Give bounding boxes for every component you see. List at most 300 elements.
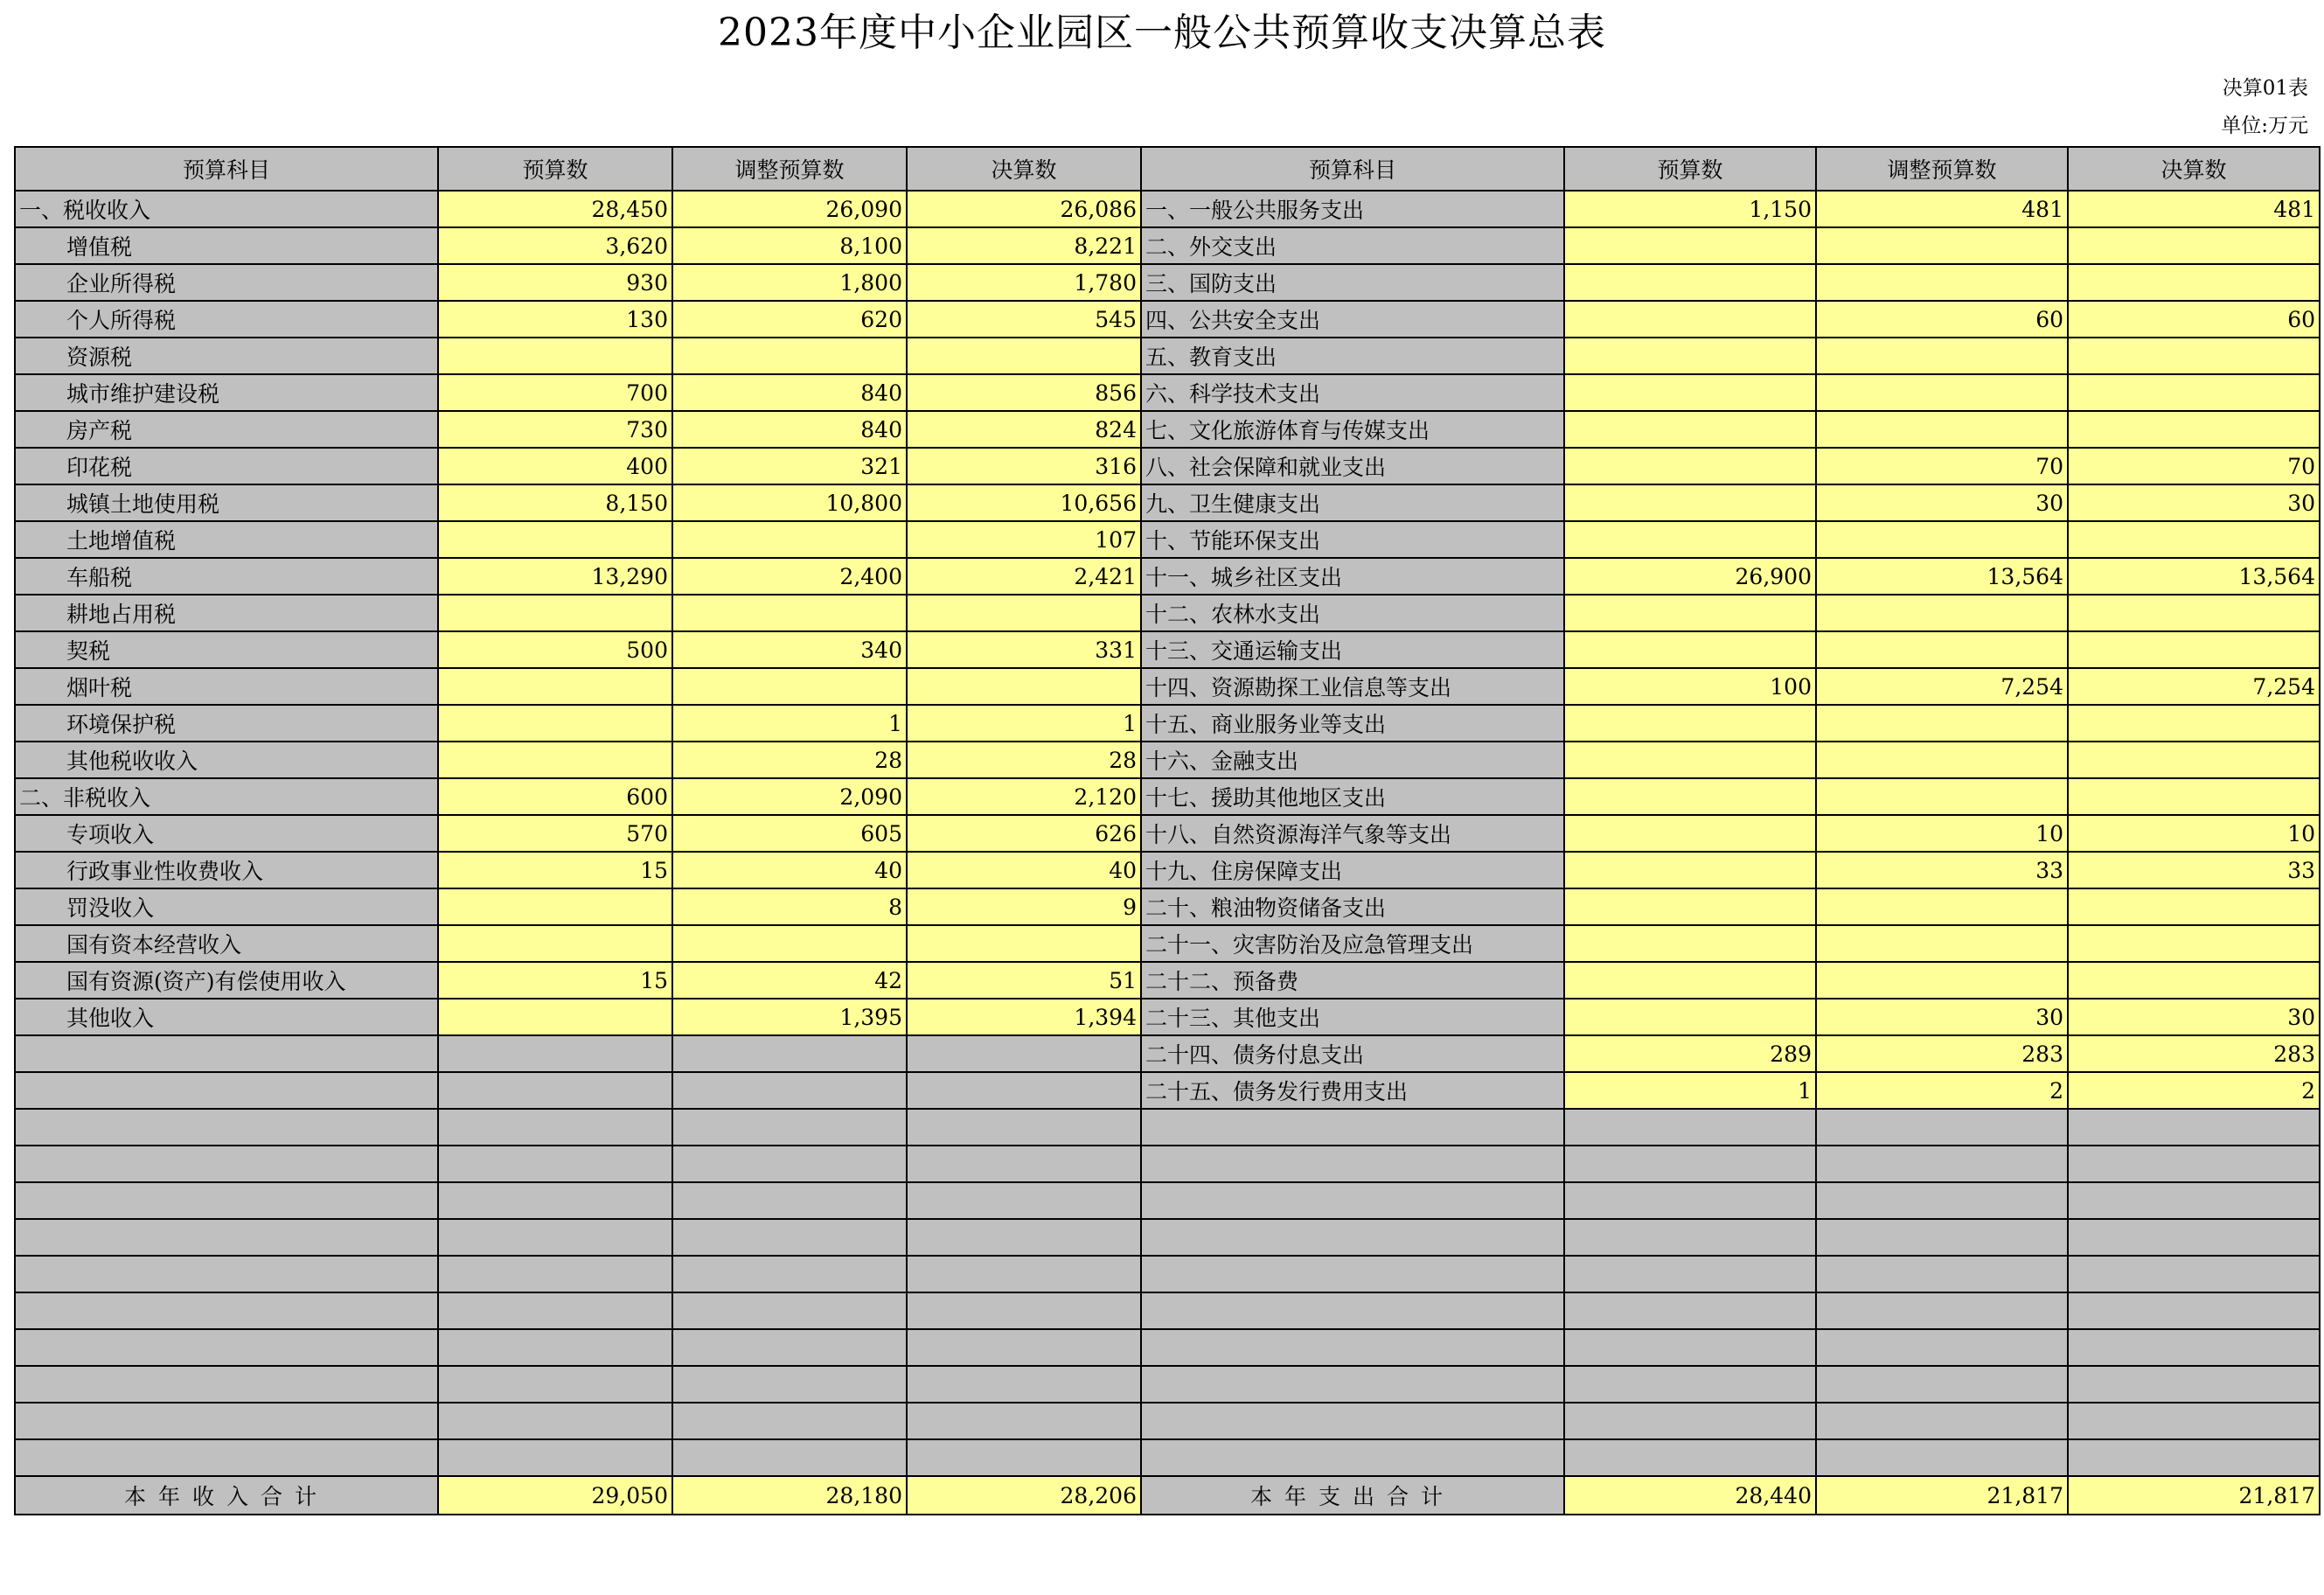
income-budget-value: 700 <box>438 374 672 411</box>
expense-final-value: 30 <box>2068 999 2320 1035</box>
expense-final-value: 30 <box>2068 484 2320 521</box>
table-row <box>15 888 2320 925</box>
empty-cell <box>1141 1182 1564 1219</box>
empty-cell <box>15 1219 438 1256</box>
expense-total-label: 本年支出合计 <box>1141 1476 1564 1515</box>
table-row <box>15 1072 2320 1109</box>
empty-cell <box>907 1146 1141 1182</box>
income-budget-value: 570 <box>438 815 672 852</box>
budget-table <box>14 146 2321 1515</box>
empty-cell <box>1141 1146 1564 1182</box>
income-final-value: 2,421 <box>907 558 1141 595</box>
expense-budget-value <box>1564 227 1816 264</box>
empty-cell <box>1564 1403 1816 1439</box>
income-adjusted-value: 605 <box>672 815 907 852</box>
empty-cell <box>907 1182 1141 1219</box>
expense-budget-value <box>1564 852 1816 888</box>
empty-row <box>15 1329 2320 1366</box>
empty-cell <box>438 1109 672 1146</box>
empty-cell <box>1564 1329 1816 1366</box>
income-final-value: 1,780 <box>907 264 1141 301</box>
expense-budget-value <box>1564 999 1816 1035</box>
income-budget-value: 15 <box>438 852 672 888</box>
table-row <box>15 227 2320 264</box>
expense-budget-value: 289 <box>1564 1035 1816 1072</box>
empty-cell <box>2068 1439 2320 1476</box>
empty-cell <box>2068 1146 2320 1182</box>
income-item-name: 国有资源(资产)有偿使用收入 <box>15 962 438 999</box>
empty-cell <box>672 1146 907 1182</box>
expense-final-value <box>2068 925 2320 962</box>
table-row <box>15 484 2320 521</box>
expense-final-value: 2 <box>2068 1072 2320 1109</box>
empty-cell <box>2068 1366 2320 1403</box>
expense-budget-value: 26,900 <box>1564 558 1816 595</box>
income-budget-value: 8,150 <box>438 484 672 521</box>
expense-final-value: 283 <box>2068 1035 2320 1072</box>
income-item-name: 罚没收入 <box>15 888 438 925</box>
income-budget-empty <box>438 1035 672 1072</box>
empty-cell <box>907 1109 1141 1146</box>
expense-adjusted-value <box>1816 631 2068 668</box>
expense-item-name: 十三、交通运输支出 <box>1141 631 1564 668</box>
expense-adjusted-value: 10 <box>1816 815 2068 852</box>
empty-cell <box>2068 1403 2320 1439</box>
empty-row <box>15 1146 2320 1182</box>
expense-item-name: 六、科学技术支出 <box>1141 374 1564 411</box>
empty-cell <box>672 1403 907 1439</box>
income-item-name: 城市维护建设税 <box>15 374 438 411</box>
expense-item-name: 十二、农林水支出 <box>1141 595 1564 631</box>
expense-budget-value <box>1564 595 1816 631</box>
expense-budget-value <box>1564 448 1816 484</box>
expense-adjusted-value: 30 <box>1816 484 2068 521</box>
expense-budget-value <box>1564 338 1816 374</box>
income-item-name: 国有资本经营收入 <box>15 925 438 962</box>
table-row <box>15 1035 2320 1072</box>
expense-budget-value <box>1564 705 1816 742</box>
empty-cell <box>1564 1366 1816 1403</box>
table-row <box>15 595 2320 631</box>
empty-row <box>15 1366 2320 1403</box>
income-adjusted-value: 1,395 <box>672 999 907 1035</box>
income-adjusted-value: 1,800 <box>672 264 907 301</box>
expense-final-value <box>2068 374 2320 411</box>
table-row <box>15 962 2320 999</box>
expense-total-final: 21,817 <box>2068 1476 2320 1515</box>
income-adjusted-value: 40 <box>672 852 907 888</box>
expense-item-name: 十一、城乡社区支出 <box>1141 558 1564 595</box>
table-row <box>15 338 2320 374</box>
empty-cell <box>1564 1439 1816 1476</box>
income-item-name: 耕地占用税 <box>15 595 438 631</box>
table-row <box>15 925 2320 962</box>
header-expense-adjusted: 调整预算数 <box>1816 147 2068 191</box>
expense-final-value <box>2068 264 2320 301</box>
income-item-name: 企业所得税 <box>15 264 438 301</box>
expense-adjusted-value <box>1816 338 2068 374</box>
income-adjusted-value: 840 <box>672 374 907 411</box>
income-final-empty <box>907 1072 1141 1109</box>
expense-final-value: 7,254 <box>2068 668 2320 705</box>
empty-cell <box>1816 1439 2068 1476</box>
income-total-final: 28,206 <box>907 1476 1141 1515</box>
expense-item-name: 二十五、债务发行费用支出 <box>1141 1072 1564 1109</box>
expense-item-name: 十四、资源勘探工业信息等支出 <box>1141 668 1564 705</box>
expense-final-value: 60 <box>2068 301 2320 338</box>
page-title: 2023年度中小企业园区一般公共预算收支决算总表 <box>718 10 1606 55</box>
expense-final-value: 70 <box>2068 448 2320 484</box>
income-budget-value: 730 <box>438 411 672 448</box>
empty-cell <box>1564 1256 1816 1292</box>
empty-cell <box>1141 1366 1564 1403</box>
income-adjusted-value <box>672 595 907 631</box>
income-adjusted-value: 2,400 <box>672 558 907 595</box>
expense-budget-value <box>1564 815 1816 852</box>
income-adjusted-value: 10,800 <box>672 484 907 521</box>
expense-item-name: 十七、援助其他地区支出 <box>1141 778 1564 815</box>
income-adjusted-value: 8,100 <box>672 227 907 264</box>
expense-final-value: 481 <box>2068 191 2320 227</box>
expense-adjusted-value <box>1816 411 2068 448</box>
empty-cell <box>672 1219 907 1256</box>
expense-item-name: 十、节能环保支出 <box>1141 521 1564 558</box>
expense-adjusted-value <box>1816 374 2068 411</box>
income-budget-value <box>438 925 672 962</box>
income-final-value <box>907 925 1141 962</box>
expense-adjusted-value <box>1816 778 2068 815</box>
expense-adjusted-value <box>1816 521 2068 558</box>
expense-item-name: 四、公共安全支出 <box>1141 301 1564 338</box>
income-item-name: 资源税 <box>15 338 438 374</box>
expense-budget-value <box>1564 742 1816 778</box>
empty-cell <box>15 1366 438 1403</box>
income-adjusted-value <box>672 521 907 558</box>
income-adjusted-empty <box>672 1035 907 1072</box>
empty-cell <box>438 1366 672 1403</box>
empty-cell <box>907 1256 1141 1292</box>
empty-cell <box>1816 1109 2068 1146</box>
expense-item-name: 五、教育支出 <box>1141 338 1564 374</box>
total-row <box>15 1476 2320 1515</box>
expense-adjusted-value: 2 <box>1816 1072 2068 1109</box>
empty-cell <box>907 1366 1141 1403</box>
empty-cell <box>672 1182 907 1219</box>
empty-cell <box>1816 1146 2068 1182</box>
empty-cell <box>907 1439 1141 1476</box>
expense-total-budget: 28,440 <box>1564 1476 1816 1515</box>
expense-item-name: 三、国防支出 <box>1141 264 1564 301</box>
expense-adjusted-value <box>1816 925 2068 962</box>
income-adjusted-value <box>672 925 907 962</box>
header-row <box>15 147 2320 191</box>
expense-adjusted-value: 481 <box>1816 191 2068 227</box>
expense-final-value <box>2068 595 2320 631</box>
expense-budget-value <box>1564 962 1816 999</box>
expense-final-value <box>2068 227 2320 264</box>
income-item-name: 烟叶税 <box>15 668 438 705</box>
expense-budget-value <box>1564 264 1816 301</box>
expense-item-name: 十九、住房保障支出 <box>1141 852 1564 888</box>
income-final-value: 9 <box>907 888 1141 925</box>
expense-adjusted-value: 30 <box>1816 999 2068 1035</box>
income-final-value <box>907 668 1141 705</box>
income-final-value: 28 <box>907 742 1141 778</box>
expense-adjusted-value: 33 <box>1816 852 2068 888</box>
empty-cell <box>672 1109 907 1146</box>
empty-cell <box>672 1292 907 1329</box>
expense-item-name: 十五、商业服务业等支出 <box>1141 705 1564 742</box>
table-row <box>15 301 2320 338</box>
expense-item-name: 一、一般公共服务支出 <box>1141 191 1564 227</box>
income-final-value: 545 <box>907 301 1141 338</box>
empty-cell <box>907 1403 1141 1439</box>
income-budget-value: 130 <box>438 301 672 338</box>
expense-adjusted-value <box>1816 962 2068 999</box>
empty-cell <box>1141 1439 1564 1476</box>
expense-adjusted-value <box>1816 742 2068 778</box>
income-final-value: 51 <box>907 962 1141 999</box>
table-code: 决算01表 <box>2222 77 2308 100</box>
income-final-value: 40 <box>907 852 1141 888</box>
income-item-name: 土地增值税 <box>15 521 438 558</box>
income-final-empty <box>907 1035 1141 1072</box>
income-budget-value <box>438 888 672 925</box>
income-final-value <box>907 338 1141 374</box>
income-final-value <box>907 595 1141 631</box>
expense-final-value <box>2068 521 2320 558</box>
table-row <box>15 742 2320 778</box>
expense-adjusted-value <box>1816 227 2068 264</box>
expense-budget-value <box>1564 521 1816 558</box>
income-item-name: 房产税 <box>15 411 438 448</box>
expense-budget-value <box>1564 925 1816 962</box>
income-final-value: 26,086 <box>907 191 1141 227</box>
empty-cell <box>2068 1182 2320 1219</box>
income-final-value: 316 <box>907 448 1141 484</box>
income-item-name: 其他收入 <box>15 999 438 1035</box>
income-budget-value: 930 <box>438 264 672 301</box>
income-adjusted-value: 28 <box>672 742 907 778</box>
income-item-empty <box>15 1072 438 1109</box>
expense-budget-value <box>1564 374 1816 411</box>
income-item-name: 专项收入 <box>15 815 438 852</box>
empty-cell <box>15 1182 438 1219</box>
header-expense-budget: 预算数 <box>1564 147 1816 191</box>
empty-cell <box>907 1292 1141 1329</box>
income-final-value: 8,221 <box>907 227 1141 264</box>
table-row <box>15 374 2320 411</box>
income-budget-value <box>438 999 672 1035</box>
empty-row <box>15 1182 2320 1219</box>
expense-item-name: 二十一、灾害防治及应急管理支出 <box>1141 925 1564 962</box>
empty-cell <box>15 1403 438 1439</box>
empty-cell <box>1564 1219 1816 1256</box>
table-body <box>15 191 2320 1476</box>
income-budget-value <box>438 338 672 374</box>
income-final-value: 856 <box>907 374 1141 411</box>
income-final-value: 10,656 <box>907 484 1141 521</box>
empty-cell <box>15 1439 438 1476</box>
expense-item-name: 十八、自然资源海洋气象等支出 <box>1141 815 1564 852</box>
empty-cell <box>1564 1182 1816 1219</box>
income-item-name: 其他税收收入 <box>15 742 438 778</box>
expense-final-value <box>2068 411 2320 448</box>
income-item-name: 增值税 <box>15 227 438 264</box>
income-budget-value <box>438 668 672 705</box>
income-budget-value: 15 <box>438 962 672 999</box>
income-item-name: 个人所得税 <box>15 301 438 338</box>
table-row <box>15 999 2320 1035</box>
expense-adjusted-value <box>1816 888 2068 925</box>
empty-cell <box>672 1256 907 1292</box>
empty-cell <box>438 1219 672 1256</box>
header-income-final: 决算数 <box>907 147 1141 191</box>
income-adjusted-value: 620 <box>672 301 907 338</box>
table-row <box>15 264 2320 301</box>
empty-cell <box>2068 1219 2320 1256</box>
empty-cell <box>1141 1219 1564 1256</box>
empty-cell <box>438 1329 672 1366</box>
income-item-name: 二、非税收入 <box>15 778 438 815</box>
empty-cell <box>1816 1403 2068 1439</box>
empty-cell <box>1141 1292 1564 1329</box>
expense-item-name: 二十四、债务付息支出 <box>1141 1035 1564 1072</box>
income-total-budget: 29,050 <box>438 1476 672 1515</box>
income-adjusted-value <box>672 338 907 374</box>
income-budget-value <box>438 705 672 742</box>
expense-adjusted-value: 13,564 <box>1816 558 2068 595</box>
expense-final-value <box>2068 742 2320 778</box>
empty-cell <box>1564 1146 1816 1182</box>
header-income-item: 预算科目 <box>15 147 438 191</box>
table-row <box>15 668 2320 705</box>
empty-cell <box>15 1329 438 1366</box>
income-adjusted-value: 340 <box>672 631 907 668</box>
table-row <box>15 778 2320 815</box>
empty-cell <box>2068 1292 2320 1329</box>
table-row <box>15 815 2320 852</box>
income-budget-value <box>438 521 672 558</box>
income-item-name: 城镇土地使用税 <box>15 484 438 521</box>
expense-adjusted-value <box>1816 705 2068 742</box>
table-row <box>15 558 2320 595</box>
empty-cell <box>15 1292 438 1329</box>
empty-row <box>15 1256 2320 1292</box>
empty-cell <box>1816 1219 2068 1256</box>
expense-adjusted-value: 283 <box>1816 1035 2068 1072</box>
expense-adjusted-value <box>1816 595 2068 631</box>
empty-cell <box>438 1182 672 1219</box>
expense-final-value <box>2068 888 2320 925</box>
empty-cell <box>907 1219 1141 1256</box>
empty-cell <box>438 1439 672 1476</box>
table-row <box>15 631 2320 668</box>
empty-row <box>15 1403 2320 1439</box>
table-row <box>15 521 2320 558</box>
expense-final-value: 33 <box>2068 852 2320 888</box>
expense-final-value: 13,564 <box>2068 558 2320 595</box>
income-final-value: 824 <box>907 411 1141 448</box>
empty-cell <box>672 1366 907 1403</box>
income-final-value: 1,394 <box>907 999 1141 1035</box>
empty-cell <box>672 1439 907 1476</box>
empty-cell <box>1141 1109 1564 1146</box>
income-total-label: 本年收入合计 <box>15 1476 438 1515</box>
empty-cell <box>1816 1292 2068 1329</box>
expense-final-value <box>2068 962 2320 999</box>
income-budget-value: 400 <box>438 448 672 484</box>
expense-item-name: 八、社会保障和就业支出 <box>1141 448 1564 484</box>
expense-budget-value: 1 <box>1564 1072 1816 1109</box>
empty-cell <box>1816 1182 2068 1219</box>
header-expense-item: 预算科目 <box>1141 147 1564 191</box>
empty-cell <box>1816 1329 2068 1366</box>
income-item-name: 行政事业性收费收入 <box>15 852 438 888</box>
expense-item-name: 十六、金融支出 <box>1141 742 1564 778</box>
income-adjusted-value: 26,090 <box>672 191 907 227</box>
income-budget-value: 500 <box>438 631 672 668</box>
empty-cell <box>438 1146 672 1182</box>
expense-item-name: 七、文化旅游体育与传媒支出 <box>1141 411 1564 448</box>
expense-final-value <box>2068 631 2320 668</box>
empty-cell <box>1816 1366 2068 1403</box>
expense-adjusted-value: 70 <box>1816 448 2068 484</box>
income-item-name: 印花税 <box>15 448 438 484</box>
header-income-budget: 预算数 <box>438 147 672 191</box>
empty-cell <box>1564 1109 1816 1146</box>
expense-budget-value <box>1564 484 1816 521</box>
empty-cell <box>15 1109 438 1146</box>
income-final-value: 1 <box>907 705 1141 742</box>
expense-item-name: 二十、粮油物资储备支出 <box>1141 888 1564 925</box>
empty-row <box>15 1219 2320 1256</box>
expense-final-value <box>2068 705 2320 742</box>
income-adjusted-value: 1 <box>672 705 907 742</box>
empty-cell <box>907 1329 1141 1366</box>
empty-cell <box>1141 1403 1564 1439</box>
table-row <box>15 411 2320 448</box>
income-budget-value: 28,450 <box>438 191 672 227</box>
empty-cell <box>2068 1109 2320 1146</box>
empty-cell <box>15 1146 438 1182</box>
table-row <box>15 448 2320 484</box>
income-final-value: 107 <box>907 521 1141 558</box>
income-adjusted-value <box>672 668 907 705</box>
table-row <box>15 705 2320 742</box>
income-adjusted-value: 2,090 <box>672 778 907 815</box>
empty-cell <box>1141 1256 1564 1292</box>
income-item-empty <box>15 1035 438 1072</box>
expense-total-adjusted: 21,817 <box>1816 1476 2068 1515</box>
expense-item-name: 九、卫生健康支出 <box>1141 484 1564 521</box>
income-adjusted-value: 42 <box>672 962 907 999</box>
expense-item-name: 二十二、预备费 <box>1141 962 1564 999</box>
expense-budget-value <box>1564 411 1816 448</box>
expense-item-name: 二、外交支出 <box>1141 227 1564 264</box>
income-budget-value <box>438 595 672 631</box>
income-adjusted-value: 321 <box>672 448 907 484</box>
empty-cell <box>438 1403 672 1439</box>
expense-item-name: 二十三、其他支出 <box>1141 999 1564 1035</box>
expense-budget-value <box>1564 778 1816 815</box>
expense-budget-value <box>1564 631 1816 668</box>
income-item-name: 环境保护税 <box>15 705 438 742</box>
income-item-name: 一、税收收入 <box>15 191 438 227</box>
income-adjusted-empty <box>672 1072 907 1109</box>
income-item-name: 契税 <box>15 631 438 668</box>
empty-cell <box>1564 1292 1816 1329</box>
